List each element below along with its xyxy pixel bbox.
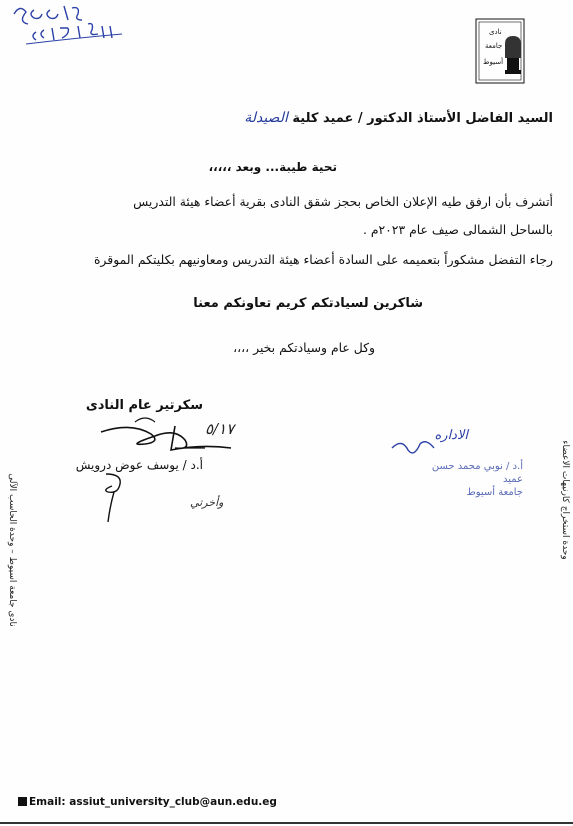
side-right-caption	[559, 380, 571, 620]
body-line-1: أتشرف بأن ارفق طيه الإعلان الخاص بحجز شقق النادى بقرية أعضاء هيئة التدريس	[133, 194, 553, 209]
body-line-2: بالساحل الشمالى صيف عام ٢٠٢٣م .	[362, 222, 553, 237]
email-icon	[18, 797, 27, 806]
wishes-line: وكل عام وسيادتكم بخير ،،،،	[233, 340, 375, 355]
secretary-title: سكرتير عام النادى	[85, 398, 203, 413]
handwritten-reference-scrawl	[6, 0, 126, 52]
dean-stamp-university: جامعة أسيوط	[466, 487, 523, 498]
dean-stamp-title: عميد	[502, 474, 523, 485]
body-line-3: رجاء التفضل مشكوراً بتعميمه على السادة أعضاء هيئة التدريس ومعاونيهم بكليتكم الموقرة	[93, 252, 553, 267]
addressee-printed: السيد الفاضل الأستاذ الدكتور / عميد كلية	[292, 111, 553, 126]
addressee-line	[244, 110, 553, 126]
side-left-text: نادى جامعة اسيوط – وحدة الحاسب الآلى	[7, 473, 17, 627]
footer-rule	[0, 822, 573, 824]
side-right-text: وحدة استخراج كارنيهات الاعضاء	[560, 440, 570, 560]
greeting: تحية طيبة... وبعد ،،،،،	[208, 160, 337, 174]
dean-signature	[388, 434, 438, 456]
dean-handwritten-note: الاداره	[434, 428, 468, 443]
logo-line-2: جامعة	[485, 42, 503, 50]
club-logo-icon	[475, 18, 525, 84]
secretary-handwritten-date: ٥/١٧	[205, 420, 235, 438]
handwritten-flourish	[96, 470, 136, 526]
secretary-name: أ.د / يوسف عوض درويش	[75, 458, 203, 472]
addressee-handwritten-faculty: الصيدلة	[244, 110, 288, 126]
dean-stamp	[432, 460, 523, 499]
side-left-caption	[6, 380, 18, 720]
thanks-line: شاكرين لسيادتكم كريم تعاونكم معنا	[193, 296, 423, 311]
dean-stamp-name: أ.د / نوبي محمد حسن	[431, 461, 523, 472]
logo-line-1: نادى	[489, 28, 502, 36]
logo-line-3: أسيوط	[483, 58, 504, 66]
secretary-handwritten-note: وأخرتي	[190, 496, 224, 509]
footer-email-text: Email: assiut_university_club@aun.edu.eg	[29, 796, 277, 808]
footer-email	[18, 796, 277, 808]
